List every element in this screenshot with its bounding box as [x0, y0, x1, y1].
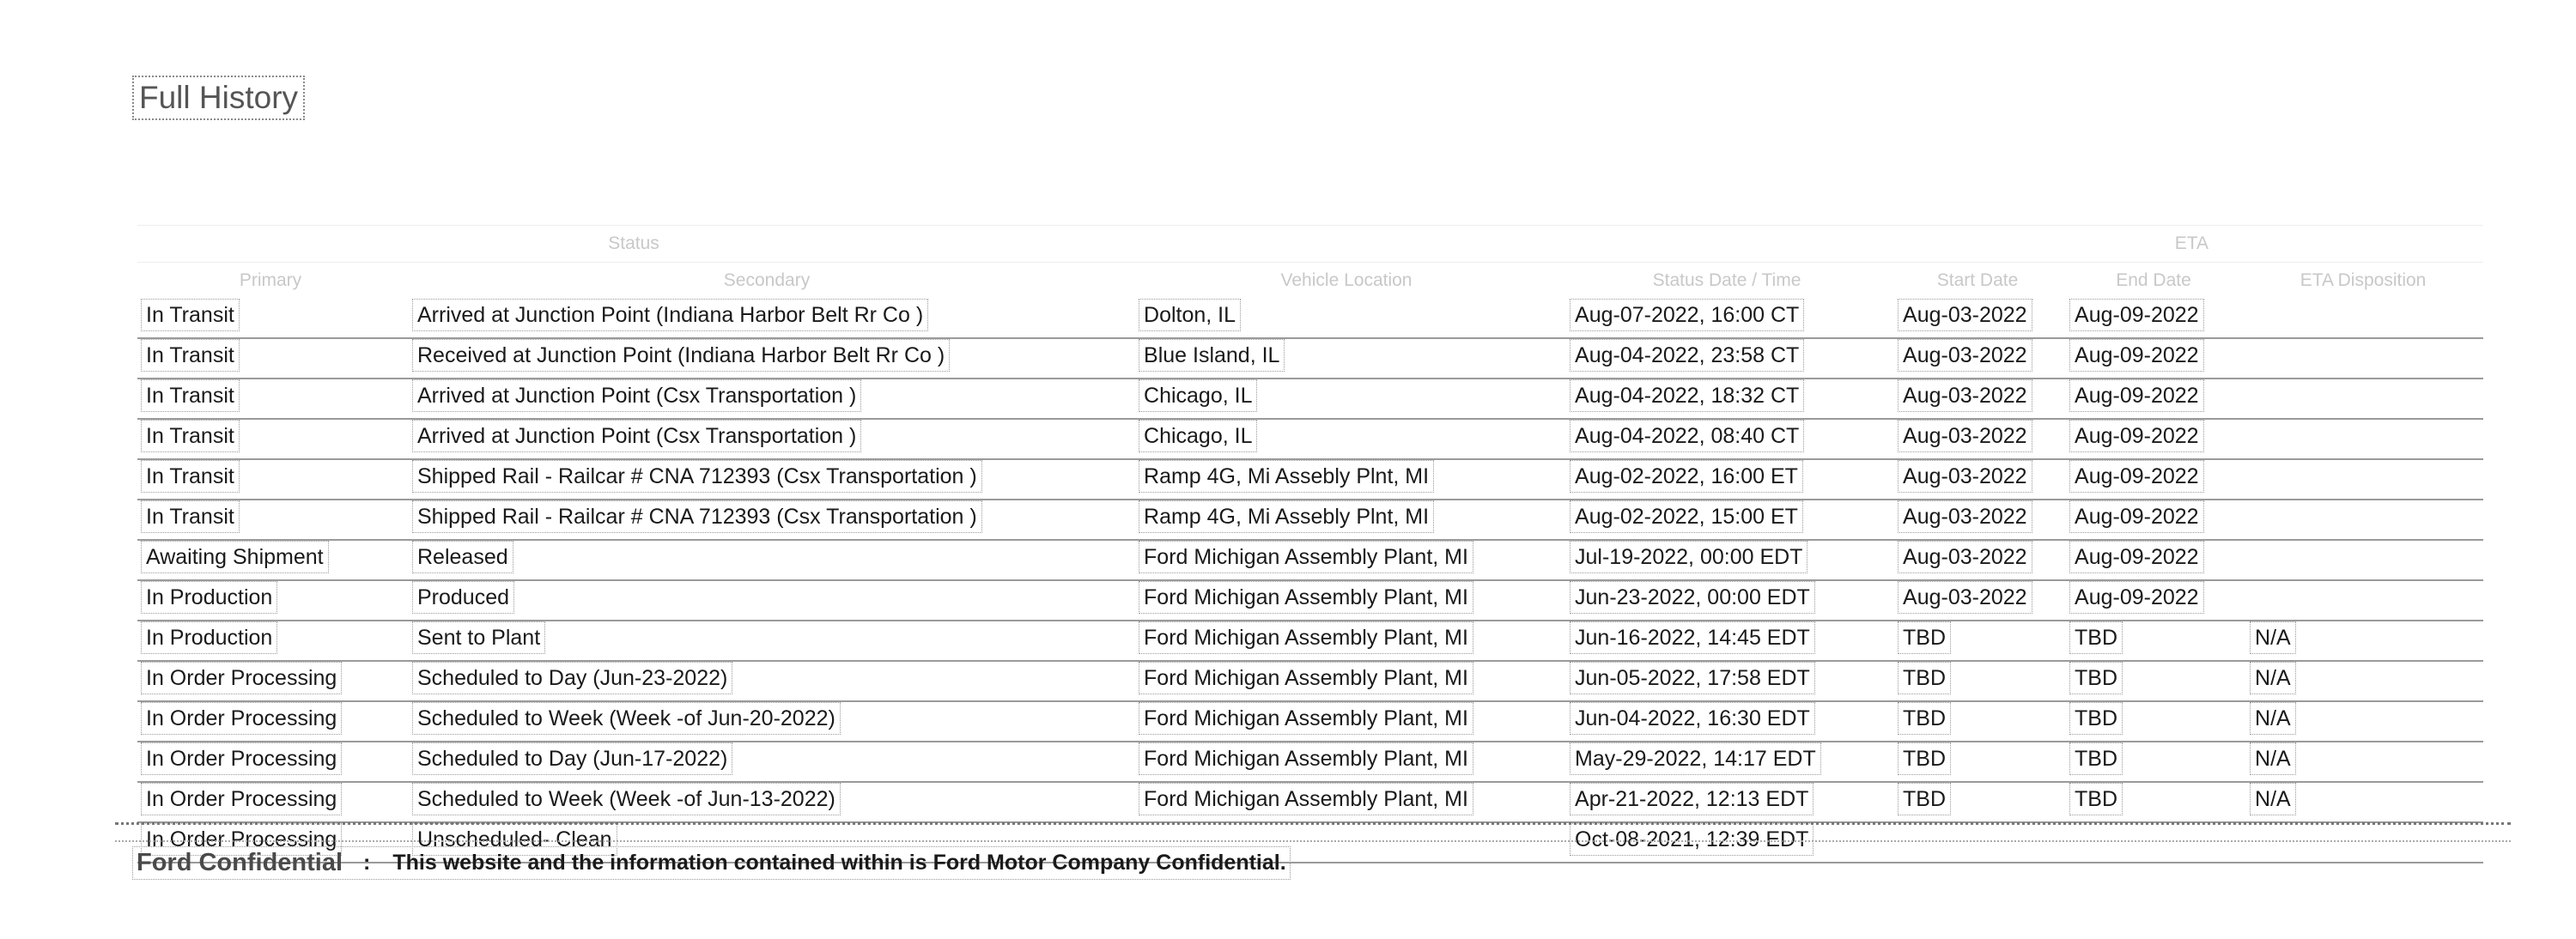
- secondary-status: Scheduled to Day (Jun-23-2022): [412, 662, 732, 694]
- vehicle-location: Ford Michigan Assembly Plant, MI: [1139, 662, 1473, 694]
- eta-start-date: TBD: [1898, 783, 1951, 815]
- eta-start-date: Aug-03-2022: [1898, 299, 2032, 331]
- eta-start-date: Aug-03-2022: [1898, 460, 2032, 493]
- eta-start-date: Aug-03-2022: [1898, 420, 2032, 452]
- table-row: [137, 540, 2483, 580]
- primary-status: In Transit: [141, 339, 240, 372]
- location-header: Vehicle Location: [1130, 263, 1563, 300]
- status-datetime: Oct-08-2021, 12:39 EDT: [1570, 823, 1814, 856]
- eta-disposition: N/A: [2250, 783, 2296, 815]
- datetime-header: Status Date / Time: [1563, 263, 1891, 300]
- vehicle-location: Dolton, IL: [1139, 299, 1241, 331]
- eta-disposition-header: ETA Disposition: [2243, 263, 2483, 300]
- eta-start-date: Aug-03-2022: [1898, 541, 2032, 573]
- vehicle-location: Chicago, IL: [1139, 379, 1257, 412]
- secondary-status: Released: [412, 541, 513, 573]
- table-row: [137, 459, 2483, 500]
- secondary-status: Sent to Plant: [412, 621, 545, 654]
- eta-end-date: TBD: [2069, 702, 2123, 735]
- status-datetime: May-29-2022, 14:17 EDT: [1570, 742, 1821, 775]
- eta-start-date: TBD: [1898, 742, 1951, 775]
- vehicle-location: Ford Michigan Assembly Plant, MI: [1139, 702, 1473, 735]
- history-table: [137, 225, 2483, 863]
- eta-start-date: Aug-03-2022: [1898, 339, 2032, 372]
- eta-start-date: Aug-03-2022: [1898, 581, 2032, 614]
- status-datetime: Apr-21-2022, 12:13 EDT: [1570, 783, 1814, 815]
- eta-start-date: TBD: [1898, 662, 1951, 694]
- eta-group-header: ETA: [1891, 226, 2243, 263]
- secondary-status: Produced: [412, 581, 514, 614]
- status-datetime: Aug-04-2022, 23:58 CT: [1570, 339, 1804, 372]
- secondary-status: Scheduled to Week (Week -of Jun-13-2022): [412, 783, 841, 815]
- footer-notice: This website and the information contained within is Ford Motor Company Confidential.: [392, 851, 1286, 875]
- status-datetime: Jul-19-2022, 00:00 EDT: [1570, 541, 1807, 573]
- secondary-status: Arrived at Junction Point (Csx Transportation ): [412, 420, 861, 452]
- primary-header: Primary: [137, 263, 404, 300]
- eta-end-date: Aug-09-2022: [2069, 541, 2204, 573]
- table-row: [137, 742, 2483, 782]
- vehicle-location: Ford Michigan Assembly Plant, MI: [1139, 581, 1473, 614]
- eta-disposition: N/A: [2250, 742, 2296, 775]
- table-row: [137, 701, 2483, 742]
- secondary-status: Received at Junction Point (Indiana Harbor Belt Rr Co ): [412, 339, 950, 372]
- secondary-status: Shipped Rail - Railcar # CNA 712393 (Csx Transportation ): [412, 460, 982, 493]
- status-datetime: Aug-04-2022, 18:32 CT: [1570, 379, 1804, 412]
- table-row: [137, 299, 2483, 338]
- vehicle-location: Ford Michigan Assembly Plant, MI: [1139, 621, 1473, 654]
- end-date-header: End Date: [2064, 263, 2243, 300]
- eta-end-date: Aug-09-2022: [2069, 299, 2204, 331]
- vehicle-location: Ramp 4G, Mi Assebly Plnt, MI: [1139, 500, 1434, 533]
- table-row: [137, 661, 2483, 701]
- primary-status: In Order Processing: [141, 662, 342, 694]
- secondary-header: Secondary: [404, 263, 1130, 300]
- eta-end-date: TBD: [2069, 783, 2123, 815]
- primary-status: In Transit: [141, 460, 240, 493]
- primary-status: In Transit: [141, 379, 240, 412]
- table-row: [137, 782, 2483, 822]
- primary-status: In Production: [141, 581, 277, 614]
- secondary-status: Arrived at Junction Point (Indiana Harbor Belt Rr Co ): [412, 299, 928, 331]
- vehicle-location: Chicago, IL: [1139, 420, 1257, 452]
- primary-status: In Order Processing: [141, 823, 342, 856]
- eta-start-date: TBD: [1898, 621, 1951, 654]
- eta-end-date: Aug-09-2022: [2069, 420, 2204, 452]
- start-date-header: Start Date: [1891, 263, 2064, 300]
- secondary-status: Arrived at Junction Point (Csx Transportation ): [412, 379, 861, 412]
- eta-start-date: TBD: [1898, 702, 1951, 735]
- secondary-status: Scheduled to Day (Jun-17-2022): [412, 742, 732, 775]
- table-row: [137, 580, 2483, 621]
- eta-end-date: Aug-09-2022: [2069, 500, 2204, 533]
- eta-end-date: TBD: [2069, 662, 2123, 694]
- vehicle-location: Ramp 4G, Mi Assebly Plnt, MI: [1139, 460, 1434, 493]
- vehicle-location: Ford Michigan Assembly Plant, MI: [1139, 783, 1473, 815]
- primary-status: Awaiting Shipment: [141, 541, 329, 573]
- primary-status: In Order Processing: [141, 742, 342, 775]
- status-group-header: Status: [137, 226, 1130, 263]
- footer-separator: :: [363, 851, 371, 875]
- eta-end-date: Aug-09-2022: [2069, 581, 2204, 614]
- vehicle-location: Ford Michigan Assembly Plant, MI: [1139, 541, 1473, 573]
- footer-divider: [115, 822, 2511, 842]
- primary-status: In Production: [141, 621, 277, 654]
- table-row: [137, 500, 2483, 540]
- eta-disposition: N/A: [2250, 662, 2296, 694]
- secondary-status: Scheduled to Week (Week -of Jun-20-2022): [412, 702, 841, 735]
- primary-status: In Order Processing: [141, 783, 342, 815]
- eta-end-date: TBD: [2069, 621, 2123, 654]
- eta-end-date: Aug-09-2022: [2069, 339, 2204, 372]
- status-datetime: Jun-16-2022, 14:45 EDT: [1570, 621, 1815, 654]
- table-row: [137, 379, 2483, 419]
- eta-end-date: Aug-09-2022: [2069, 379, 2204, 412]
- primary-status: In Transit: [141, 420, 240, 452]
- confidential-footer: [132, 846, 1291, 880]
- eta-start-date: Aug-03-2022: [1898, 379, 2032, 412]
- secondary-status: Unscheduled- Clean: [412, 823, 617, 856]
- eta-disposition: N/A: [2250, 702, 2296, 735]
- primary-status: In Order Processing: [141, 702, 342, 735]
- primary-status: In Transit: [141, 299, 240, 331]
- eta-start-date: Aug-03-2022: [1898, 500, 2032, 533]
- secondary-status: Shipped Rail - Railcar # CNA 712393 (Csx Transportation ): [412, 500, 982, 533]
- table-row: [137, 419, 2483, 459]
- vehicle-location: Ford Michigan Assembly Plant, MI: [1139, 742, 1473, 775]
- history-rows: [137, 299, 2483, 863]
- status-datetime: Jun-05-2022, 17:58 EDT: [1570, 662, 1815, 694]
- table-row: [137, 621, 2483, 661]
- header-column-row: [137, 263, 2483, 300]
- status-datetime: Aug-02-2022, 15:00 ET: [1570, 500, 1803, 533]
- status-datetime: Aug-02-2022, 16:00 ET: [1570, 460, 1803, 493]
- status-datetime: Jun-04-2022, 16:30 EDT: [1570, 702, 1815, 735]
- eta-end-date: Aug-09-2022: [2069, 460, 2204, 493]
- vehicle-location: Blue Island, IL: [1139, 339, 1285, 372]
- page-title: Full History: [132, 76, 305, 120]
- eta-end-date: TBD: [2069, 742, 2123, 775]
- header-group-row: [137, 226, 2483, 263]
- footer-brand: Ford Confidential: [137, 849, 343, 876]
- table-row: [137, 338, 2483, 379]
- status-datetime: Aug-04-2022, 08:40 CT: [1570, 420, 1804, 452]
- eta-disposition: N/A: [2250, 621, 2296, 654]
- primary-status: In Transit: [141, 500, 240, 533]
- status-datetime: Aug-07-2022, 16:00 CT: [1570, 299, 1804, 331]
- status-datetime: Jun-23-2022, 00:00 EDT: [1570, 581, 1815, 614]
